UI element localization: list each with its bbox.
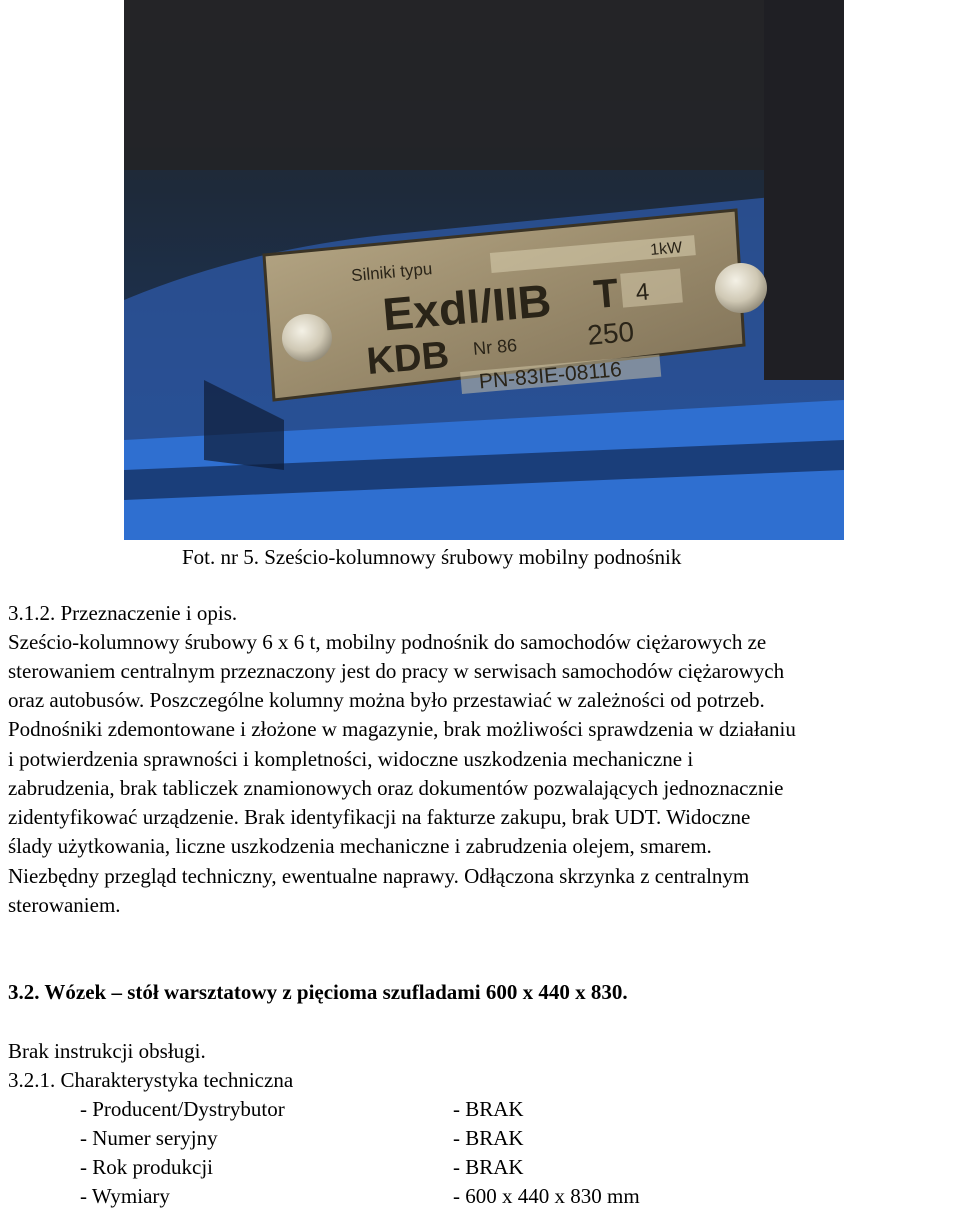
plate-maker: KDB	[365, 334, 451, 384]
paragraph-line: i potwierdzenia sprawności i kompletności, widoczne uszkodzenia mechaniczne i	[8, 747, 694, 771]
section-321-heading: 3.2.1. Charakterystyka techniczna	[8, 1068, 294, 1092]
no-manual-note: Brak instrukcji obsługi.	[8, 1039, 206, 1063]
spec-value: - BRAK	[453, 1126, 524, 1150]
spec-value: - BRAK	[453, 1155, 524, 1179]
spec-key: - Producent/Dystrybutor	[80, 1097, 285, 1121]
paragraph-line: Podnośniki zdemontowane i złożone w magazynie, brak możliwości sprawdzenia w działaniu	[8, 717, 796, 741]
paragraph-line: zidentyfikować urządzenie. Brak identyfikacji na fakturze zakupu, brak UDT. Widoczne	[8, 805, 751, 829]
plate-no: Nr 86	[472, 335, 518, 359]
spec-key: - Wymiary	[80, 1184, 170, 1208]
spec-value: - BRAK	[453, 1097, 524, 1121]
section-32-heading: 3.2. Wózek – stół warsztatowy z pięcioma szufladami 600 x 440 x 830.	[8, 980, 628, 1004]
right-bolt-icon	[715, 263, 767, 313]
plate-line1: Silniki typu	[350, 259, 434, 286]
paragraph-line: sterowaniem.	[8, 893, 121, 917]
paragraph-line: sterowaniem centralnym przeznaczony jest do pracy w serwisach samochodów ciężarowych	[8, 659, 785, 683]
spec-key: - Rok produkcji	[80, 1155, 213, 1179]
paragraph-line: ślady użytkowania, liczne uszkodzenia mechaniczne i zabrudzenia olejem, smarem.	[8, 834, 712, 858]
left-bolt-icon	[282, 314, 332, 362]
paragraph-line: Niezbędny przegląd techniczny, ewentualne naprawy. Odłączona skrzynka z centralnym	[8, 864, 750, 888]
nameplate-photo	[124, 0, 844, 540]
plate-serial: 250	[586, 315, 636, 351]
plate-t: T	[592, 271, 621, 318]
plate-line1-extra: 1kW	[649, 239, 683, 260]
paragraph-line: zabrudzenia, brak tabliczek znamionowych oraz dokumentów pozwalających jednoznacznie	[8, 776, 784, 800]
plate-class-num: 4	[634, 278, 651, 307]
photo-caption: Fot. nr 5. Sześcio-kolumnowy śrubowy mobilny podnośnik	[182, 545, 682, 569]
spec-key: - Numer seryjny	[80, 1126, 218, 1150]
plate-norm: PN-83IE-08116	[478, 358, 623, 394]
plate-model: Exdl/IIB	[380, 274, 554, 341]
paragraph-line: Sześcio-kolumnowy śrubowy 6 x 6 t, mobilny podnośnik do samochodów ciężarowych ze	[8, 630, 767, 654]
spec-value: - 600 x 440 x 830 mm	[453, 1184, 640, 1208]
section-312-heading: 3.1.2. Przeznaczenie i opis.	[8, 601, 238, 625]
paragraph-line: oraz autobusów. Poszczególne kolumny można było przestawiać w zależności od potrzeb.	[8, 688, 765, 712]
